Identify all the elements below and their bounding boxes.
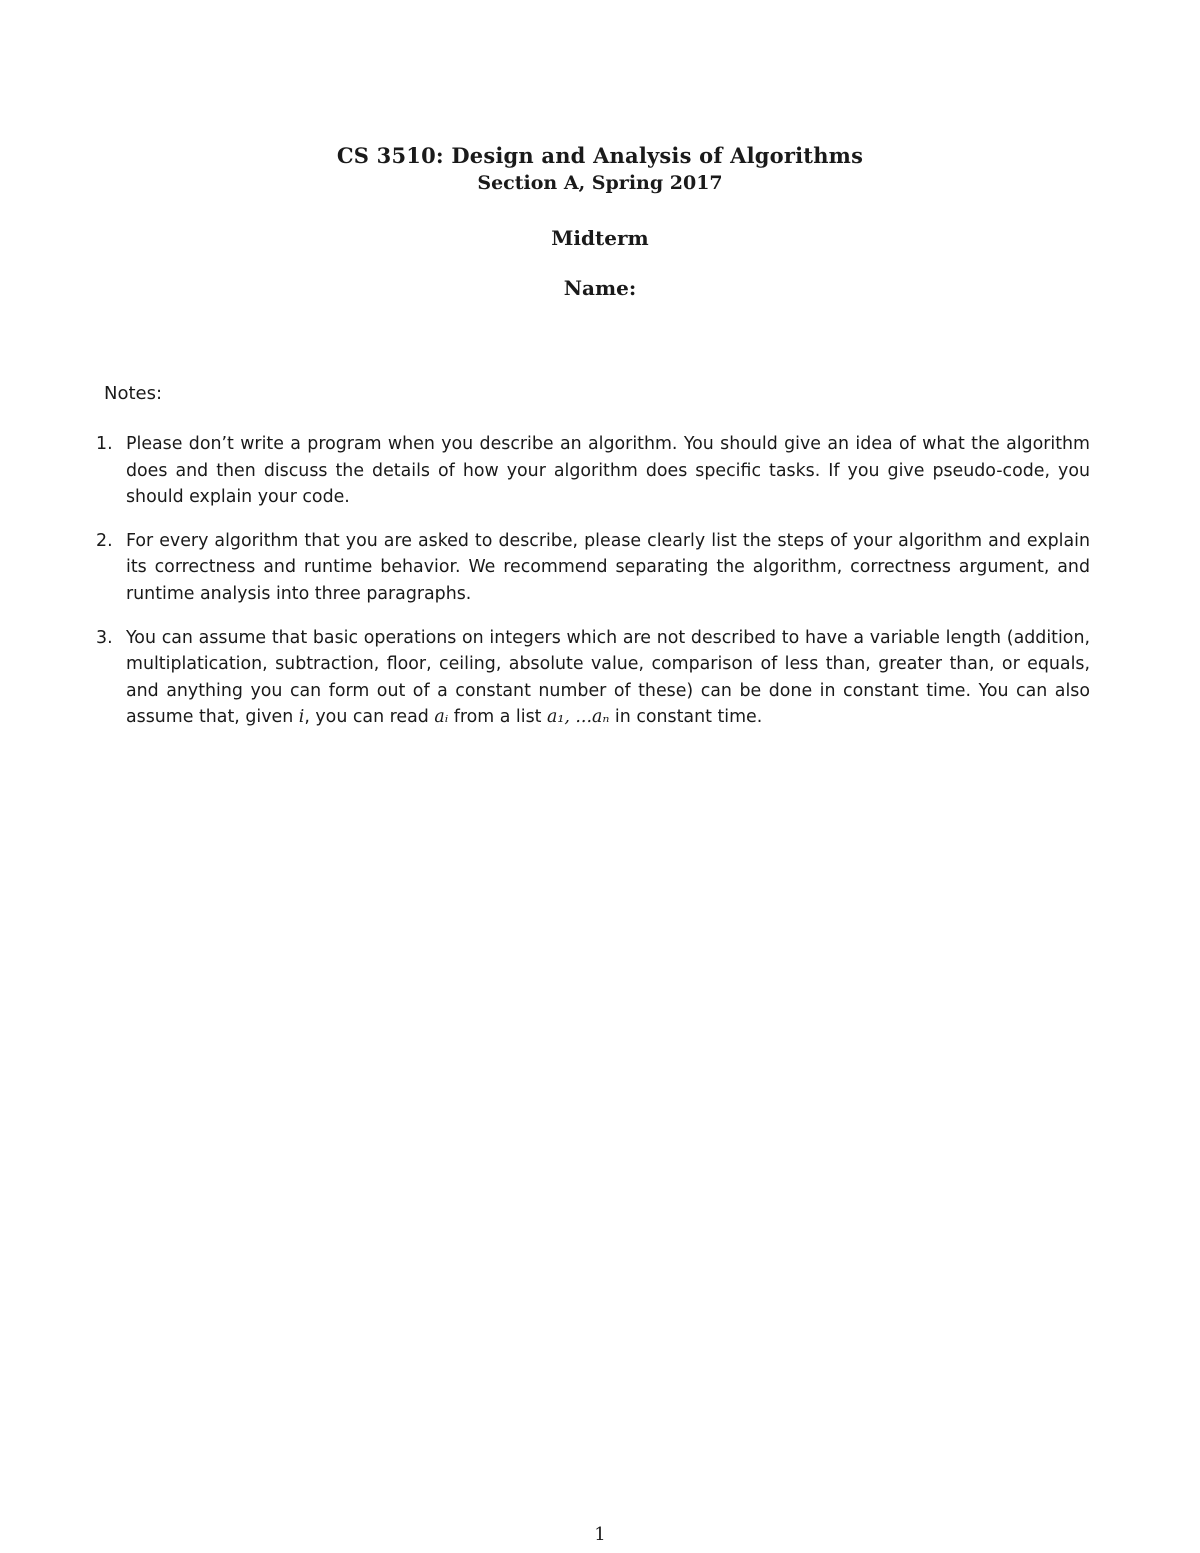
note-text: For every algorithm that you are asked to describe, please clearly list the steps of your algorithm and explain its correctness and runtime behavior. We recommend separating the algorithm, correctness argument, and runtime analysis into three paragraphs. — [126, 530, 1090, 604]
math-list: a₁, ...aₙ — [547, 707, 610, 728]
exam-title: Midterm — [551, 226, 649, 250]
math-variable-ai: aᵢ — [434, 707, 449, 728]
note-number: 1. — [96, 434, 113, 454]
note-text-part: in constant time. — [609, 707, 763, 728]
note-text-part: , you can read — [304, 707, 435, 728]
course-title: CS 3510: Design and Analysis of Algorithms — [336, 143, 864, 168]
notes-list — [96, 431, 1090, 748]
list-item — [96, 431, 1090, 511]
notes-heading: Notes: — [104, 383, 163, 404]
section-line: Section A, Spring 2017 — [477, 172, 723, 194]
note-text-part: from a list — [448, 707, 547, 728]
page-number: 1 — [594, 1524, 606, 1545]
name-label: Name: — [563, 276, 637, 300]
note-number: 2. — [96, 530, 113, 551]
note-number: 3. — [96, 627, 113, 648]
note-text — [126, 625, 1090, 731]
math-variable-i: i — [298, 707, 305, 728]
note-text: Please don’t write a program when you describe an algorithm. You should give an idea of what the algorithm does and then discuss the details of how your algorithm does specific tasks. If you give pseudo-code, you should explain your code. — [126, 434, 1090, 508]
list-item — [96, 625, 1090, 731]
list-item — [96, 528, 1090, 608]
note-text-part: You can assume that basic operations on integers which are not described to have a variable length (addition, multiplatication, subtraction, floor, ceiling, absolute value, comparison of less than, greater than, or equals, and anything you can form out of a constant number of these) can be done in constant time. You can also assume that, given — [126, 627, 1090, 728]
